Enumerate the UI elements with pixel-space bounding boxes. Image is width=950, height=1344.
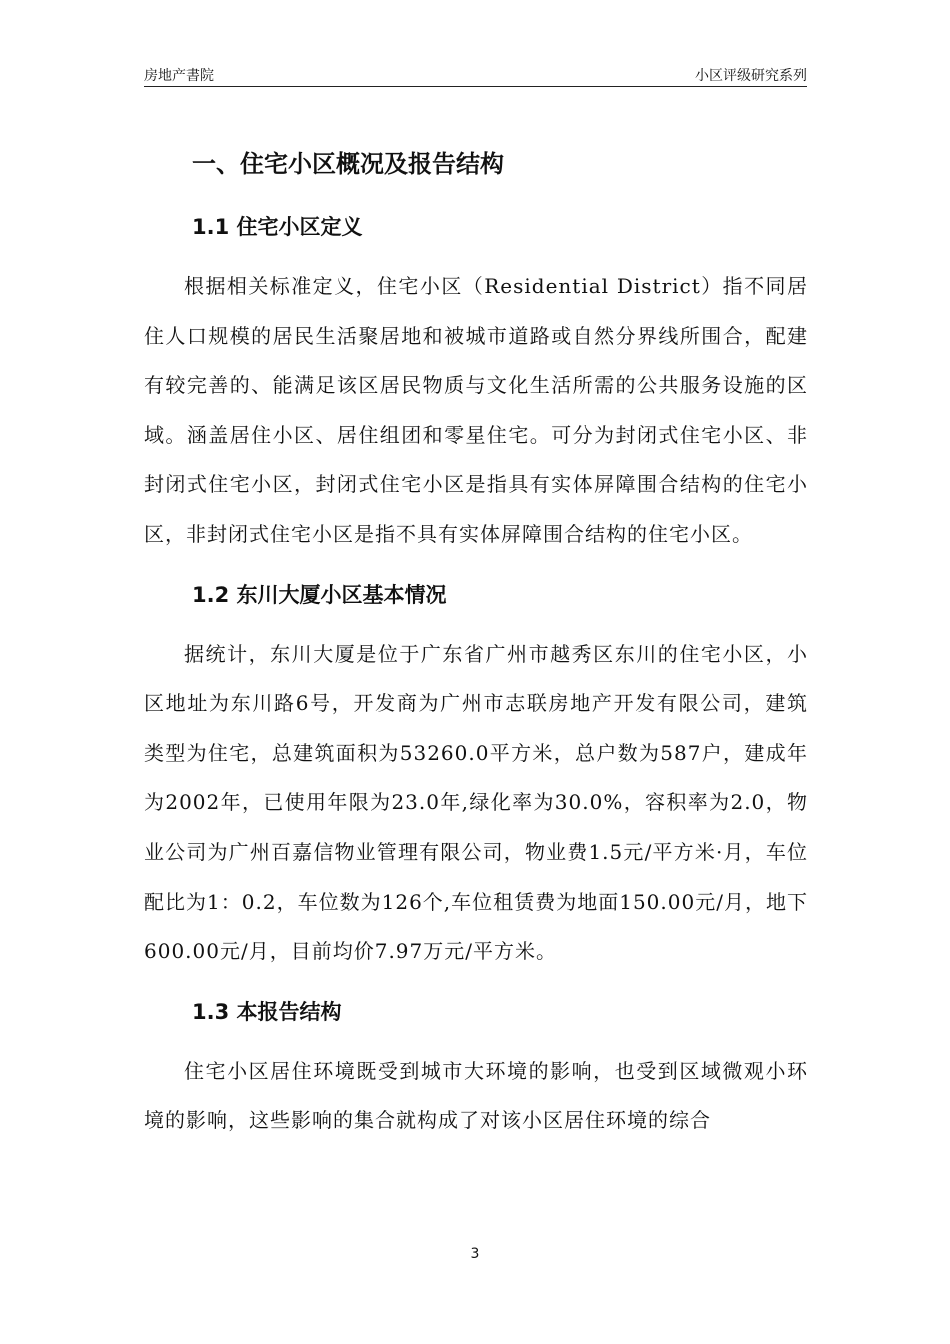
section-heading-1-1: 1.1 住宅小区定义 — [192, 215, 363, 239]
section-paragraph-1-2: 据统计，东川大厦是位于广东省广州市越秀区东川的住宅小区，小区地址为东川路6号，开发商为广州市志联房地产开发有限公司，建筑类型为住宅，总建筑面积为53260.0平方米，总户数为587户，建成年为2002年，已使用年限为23.0年,绿化率为30.0%，容积率为2.0，物业公司为广州百嘉信物业管理有限公司，物业费1.5元/平方米·月，车位配比为1：0.2，车位数为126个,车位租赁费为地面150.00元/月，地下600.00元/月，目前均价7.97万元/平方米。 — [144, 641, 808, 964]
chapter-title: 一、住宅小区概况及报告结构 — [192, 150, 504, 178]
section-heading-1-2: 1.2 东川大厦小区基本情况 — [192, 582, 447, 607]
section-paragraph-1-1: 根据相关标准定义，住宅小区（Residential District）指不同居住人口规模的居民生活聚居地和被城市道路或自然分界线所围合，配建有较完善的、能满足该区居民物质与文化生活所需的公共服务设施的区域。涵盖居住小区、居住组团和零星住宅。可分为封闭式住宅小区、非封闭式住宅小区，封闭式住宅小区是指具有实体屏障围合结构的住宅小区，非封闭式住宅小区是指不具有实体屏障围合结构的住宅小区。 — [144, 274, 808, 546]
section-heading-1-3: 1.3 本报告结构 — [192, 999, 342, 1024]
header-right-title: 小区评级研究系列 — [695, 68, 807, 84]
page-number: 3 — [470, 1246, 480, 1262]
header-left-title: 房地产書院 — [144, 68, 214, 84]
page-header — [144, 66, 807, 87]
document-body — [144, 140, 808, 1146]
section-paragraph-1-3: 住宅小区居住环境既受到城市大环境的影响，也受到区域微观小环境的影响，这些影响的集合就构成了对该小区居住环境的综合 — [144, 1058, 808, 1133]
